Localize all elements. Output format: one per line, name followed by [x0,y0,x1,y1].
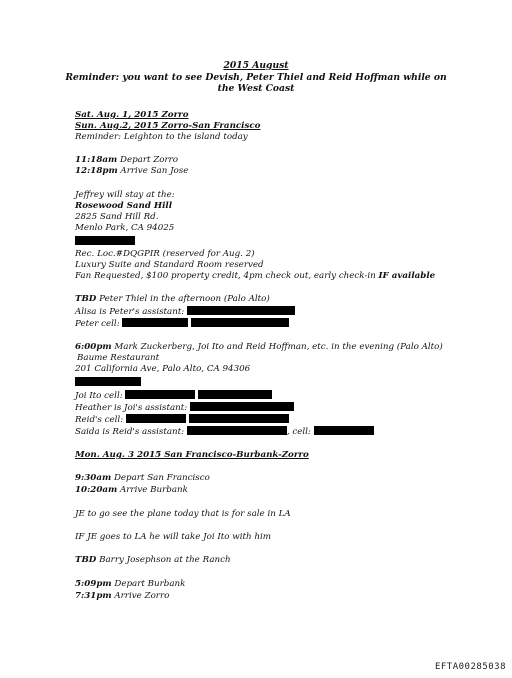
time: 10:20am [75,485,118,495]
event: Depart San Francisco [113,473,210,483]
document-header [60,60,452,95]
contact-label: , cell: [286,427,311,437]
contact-line [75,318,289,330]
redaction [125,390,195,399]
schedule-item [75,473,210,484]
contact-label: Saida is Reid's assistant: [75,427,185,437]
event: Mark Zuckerberg, Joi Ito and Reid Hoffman, etc. in the evening (Palo Alto) [114,342,443,352]
time: 12:18pm [75,166,118,176]
event: Arrive Zorro [114,591,170,601]
redaction [314,426,374,435]
contact-line [75,306,295,318]
contact-line [75,414,289,426]
redaction [75,236,135,248]
page-title: 2015 August [223,60,289,71]
reservation-locator: Rec. Loc.#DQGPIR (reserved for Aug. 2) [75,249,255,259]
tbd-item [75,555,231,566]
event: Arrive Burbank [119,485,188,495]
tbd-label: TBD [75,294,97,304]
document-id: EFTA00285038 [434,662,506,672]
contact-label: Peter cell: [75,319,120,329]
contact-label: Alisa is Peter's assistant: [75,307,185,317]
time: 7:31pm [75,591,112,601]
note-line: JE to go see the plane today that is for sale in LA [75,509,291,519]
contact-label: Joi Ito cell: [75,391,123,401]
time: 5:09pm [75,579,112,589]
redaction [198,390,272,399]
tbd-item [75,294,270,305]
fan-request-text: Fan Requested, $100 property credit, 4pm check out, early check-in [75,271,379,281]
contact-line [75,390,272,402]
schedule-item [75,591,169,602]
redaction [187,426,287,435]
date-heading-sat: Sat. Aug. 1, 2015 Zorro [75,110,189,120]
tbd-label: TBD [75,555,97,565]
redaction [187,306,295,315]
restaurant-address: 201 California Ave, Palo Alto, CA 94306 [75,364,251,374]
hotel-address-2: Menlo Park, CA 94025 [75,223,175,233]
note-line: IF JE goes to LA he will take Joi Ito with him [75,532,271,542]
contact-label: Reid's cell: [75,415,124,425]
schedule-item [75,155,178,166]
schedule-item [75,342,443,353]
redaction [126,414,186,423]
redaction [122,318,188,327]
redaction [191,318,289,327]
contact-label: Heather is Joi's assistant: [75,403,188,413]
restaurant-name: Baume Restaurant [77,353,160,363]
tbd-text: Barry Josephson at the Ranch [99,555,231,565]
fan-request-line [75,271,435,282]
event: Depart Zorro [119,155,179,165]
contact-line [75,402,294,414]
schedule-item [75,166,188,177]
event: Depart Burbank [114,579,186,589]
contact-line [75,426,374,438]
header-reminder: Reminder: you want to see Devish, Peter Thiel and Reid Hoffman while on the West Coast [65,71,447,94]
rooms-line: Luxury Suite and Standard Room reserved [75,260,264,270]
event: Arrive San Jose [120,166,189,176]
hotel-name: Rosewood Sand Hill [75,201,173,211]
schedule-item [75,485,188,496]
date-heading-sun: Sun. Aug.2, 2015 Zorro-San Francisco [75,121,261,131]
tbd-text: Peter Thiel in the afternoon (Palo Alto) [99,294,270,304]
reminder-line: Reminder: Leighton to the island today [75,132,248,142]
time: 6:00pm [75,342,112,352]
stay-label: Jeffrey will stay at the: [75,190,175,200]
fan-request-bold: IF available [378,271,436,281]
hotel-address-1: 2825 Sand Hill Rd. [75,212,159,222]
redaction [75,377,141,389]
time: 11:18am [75,155,118,165]
redaction [190,402,294,411]
schedule-item [75,579,185,590]
redaction [189,414,289,423]
date-heading-mon: Mon. Aug. 3 2015 San Francisco-Burbank-Zorro [75,450,309,460]
time: 9:30am [75,473,112,483]
